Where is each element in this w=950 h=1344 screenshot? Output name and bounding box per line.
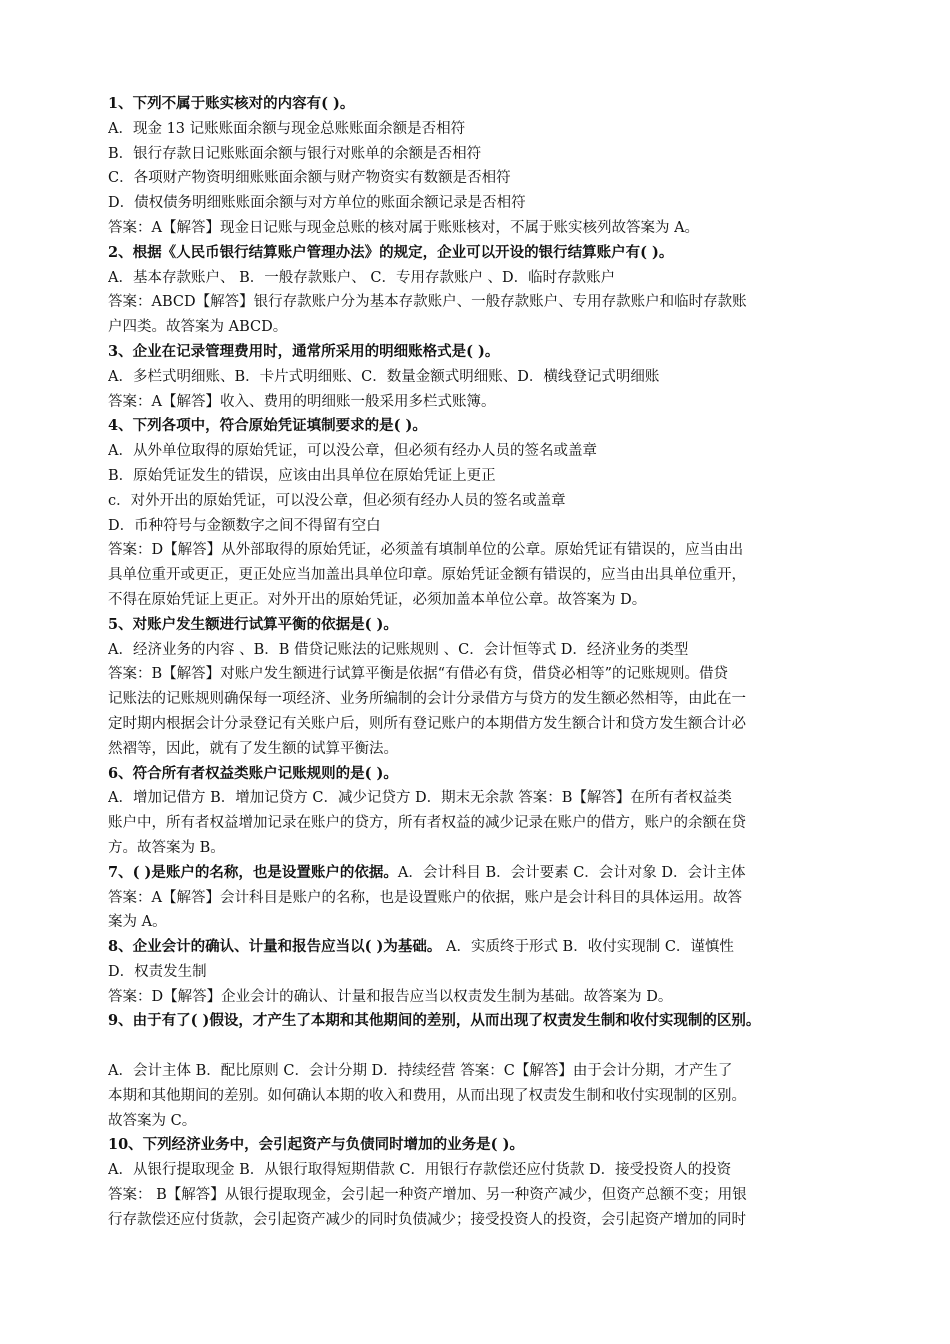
- text-line: 然褶等，因此，就有了发生额的试算平衡法。: [108, 740, 398, 757]
- text-line: 本期和其他期间的差别。如何确认本期的收入和费用，从而出现了权责发生制和收付实现制的区别。: [108, 1087, 746, 1104]
- question-with-options: [108, 935, 852, 960]
- text-line: 定时期内根据会计分录登记有关账户后，则所有登记账户的本期借方发生额合计和贷方发生额合计必: [108, 715, 746, 732]
- text-line: 答案： B【解答】从银行提取现金，会引起一种资产增加、另一种资产减少，但资产总额不变；用银: [108, 1187, 747, 1204]
- question-heading: 7、( )是账户的名称，也是设置账户的依据。: [108, 863, 398, 881]
- document-body: [108, 92, 852, 1233]
- text-line: 答案：A【解答】现金日记账与现金总账的核对属于账账核对，不属于账实核列故答案为 A。: [108, 219, 700, 236]
- text-line: 答案：D【解答】从外部取得的原始凭证，必须盖有填制单位的公章。原始凭证有错误的，应当由出: [108, 542, 744, 559]
- question-heading: 3、企业在记录管理费用时，通常所采用的明细账格式是( )。: [108, 342, 500, 360]
- text-line: 答案：A【解答】会计科目是账户的名称，也是设置账户的依据，账户是会计科目的具体运用。故答: [108, 889, 742, 906]
- text-line: A．现金 13 记账账面余额与现金总账账面余额是否相符: [108, 120, 466, 137]
- text-line: 户四类。故答案为 ABCD。: [108, 319, 288, 336]
- text-line: A．会计主体 B．配比原则 C．会计分期 D．持续经营 答案：C【解答】由于会计分期，才产生了: [108, 1063, 733, 1080]
- question-heading: 8、企业会计的确认、计量和报告应当以( )为基础。: [108, 938, 442, 956]
- text-line: A．从银行提取现金 B．从银行取得短期借款 C．用银行存款偿还应付货款 D．接受投资人的投资: [108, 1162, 732, 1179]
- text-line: 答案：A【解答】收入、费用的明细账一般采用多栏式账簿。: [108, 393, 496, 410]
- question-heading: 6、符合所有者权益类账户记账规则的是( )。: [108, 764, 398, 782]
- text-line: 具单位重开或更正，更正处应当加盖出具单位印章。原始凭证金额有错误的，应当由出具单位重开，: [108, 567, 746, 584]
- text-line: c．对外开出的原始凭证，可以没公章，但必须有经办人员的签名或盖章: [108, 492, 566, 509]
- text-line: D．币种符号与金额数字之间不得留有空白: [108, 517, 381, 534]
- text-line: D．权责发生制: [108, 963, 207, 980]
- text-line: 答案：D【解答】企业会计的确认、计量和报告应当以权责发生制为基础。故答案为 D。: [108, 988, 673, 1005]
- blank-line: [108, 1034, 852, 1059]
- text-line: 故答案为 C。: [108, 1112, 197, 1129]
- question-heading: 1、下列不属于账实核对的内容有( )。: [108, 95, 355, 112]
- option-text: A．实质终于形式 B．收付实现制 C．谨慎性: [441, 939, 734, 956]
- text-line: 案为 A。: [108, 914, 167, 931]
- text-line: B．银行存款日记账账面余额与银行对账单的余额是否相符: [108, 145, 482, 162]
- text-line: A．基本存款账户、 B．一般存款账户、 C．专用存款账户 、D．临时存款账户: [108, 269, 616, 286]
- text-line: A．从外单位取得的原始凭证，可以没公章，但必须有经办人员的签名或盖章: [108, 443, 597, 460]
- text-line: 行存款偿还应付货款，会引起资产减少的同时负债减少；接受投资人的投资，会引起资产增加的同时: [108, 1211, 746, 1228]
- text-line: A．多栏式明细账、B．卡片式明细账、C．数量金额式明细账、D．横线登记式明细账: [108, 368, 660, 385]
- text-line: 不得在原始凭证上更正。对外开出的原始凭证，必须加盖本单位公章。故答案为 D。: [108, 591, 647, 608]
- option-text: A．会计科目 B．会计要素 C．会计对象 D．会计主体: [397, 864, 746, 881]
- text-line: 账户中，所有者权益增加记录在账户的贷方，所有者权益的减少记录在账户的借方，账户的余额在贷: [108, 815, 746, 832]
- text-line: B．原始凭证发生的错误，应该由出具单位在原始凭证上更正: [108, 467, 496, 484]
- text-line: D．债权债务明细账账面余额与对方单位的账面余额记录是否相符: [108, 195, 526, 212]
- question-heading: 10、下列经济业务中，会引起资产与负债同时增加的业务是( )。: [108, 1136, 524, 1154]
- text-line: 答案：B【解答】对账户发生额进行试算平衡是依据“有借必有贷，借贷必相等”的记账规则。借贷: [108, 666, 728, 683]
- text-line: A．增加记借方 B．增加记贷方 C．减少记贷方 D．期末无余款 答案：B【解答】在所有者权益类: [108, 790, 732, 807]
- question-heading: 2、根据《人民币银行结算账户管理办法》的规定，企业可以开设的银行结算账户有( )。: [108, 243, 674, 261]
- text-line: C．各项财产物资明细账账面余额与财产物资实有数额是否相符: [108, 170, 511, 187]
- text-line: 答案：ABCD【解答】银行存款账户分为基本存款账户、一般存款账户、专用存款账户和临时存款账: [108, 294, 747, 311]
- question-heading: 9、由于有了( )假设，才产生了本期和其他期间的差别，从而出现了权责发生制和收付实现制的区别。: [108, 1012, 761, 1030]
- text-line: 方。故答案为 B。: [108, 839, 225, 856]
- question-with-options: [108, 861, 852, 886]
- question-heading: 4、下列各项中，符合原始凭证填制要求的是( )。: [108, 417, 427, 435]
- question-heading: 5、对账户发生额进行试算平衡的依据是( )。: [108, 615, 398, 633]
- text-line: A．经济业务的内容 、B．B 借贷记账法的记账规则 、C．会计恒等式 D．经济业务的类型: [108, 641, 689, 658]
- text-line: 记账法的记账规则确保每一项经济、业务所编制的会计分录借方与贷方的发生额必然相等，由此在一: [108, 691, 746, 708]
